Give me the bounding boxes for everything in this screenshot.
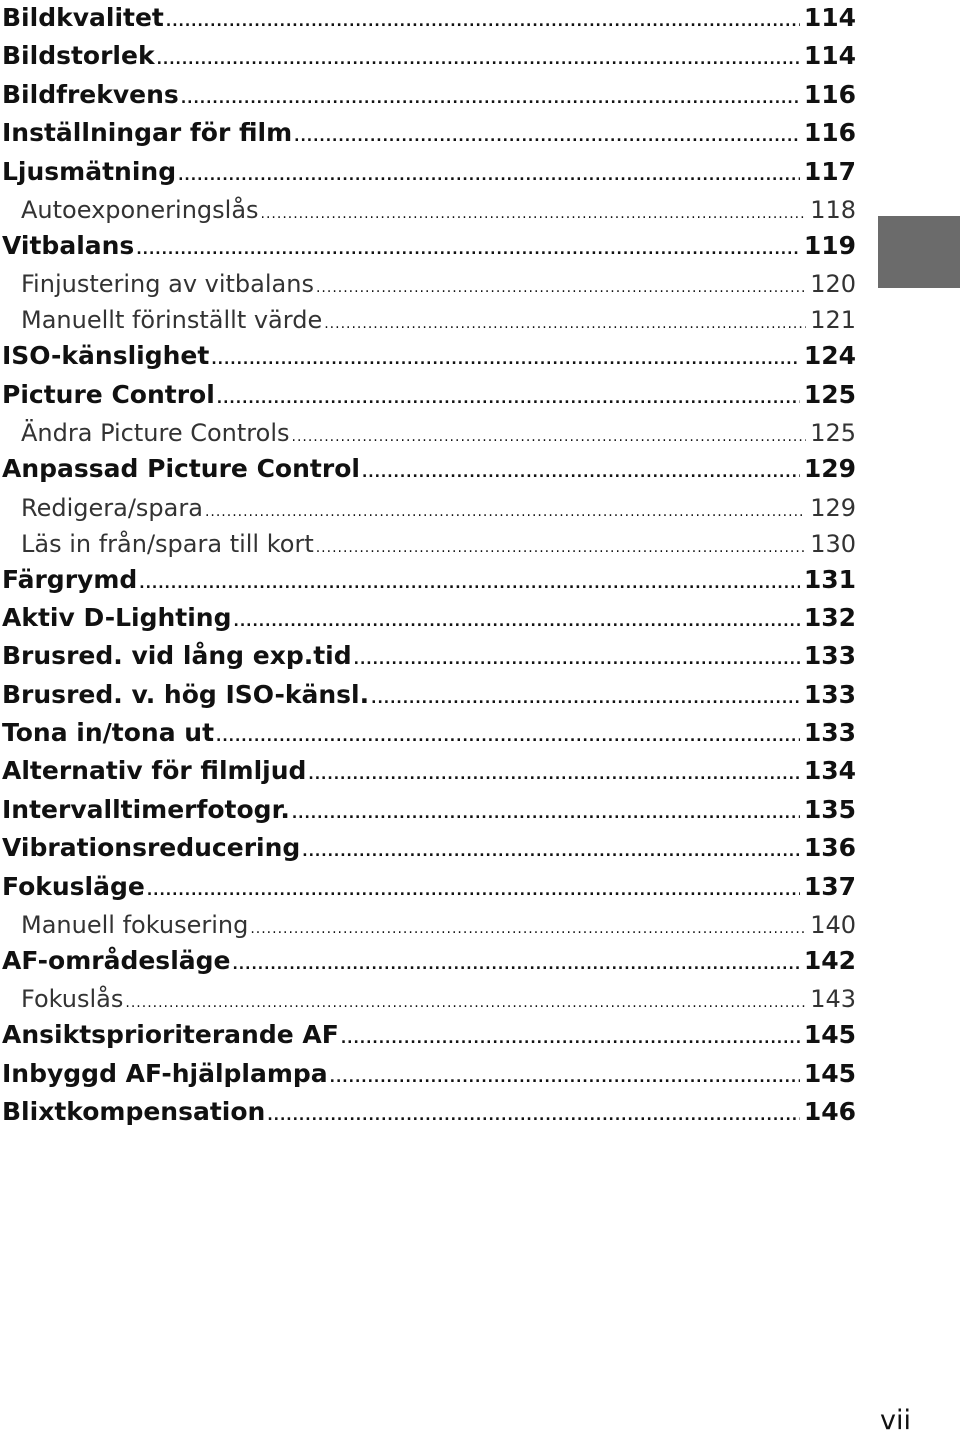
toc-leader-dots [178, 158, 800, 192]
toc-entry[interactable] [0, 830, 856, 868]
toc-entry-label: Bildstorlek [2, 41, 155, 71]
toc-entry-label: Autoexponeringslås [21, 195, 259, 224]
toc-leader-dots [354, 642, 800, 676]
toc-entry-page: 125 [803, 379, 856, 409]
toc-entry-label: Alternativ för filmljud [2, 756, 307, 786]
toc-leader-dots [157, 42, 800, 76]
toc-entry-page: 120 [810, 270, 856, 299]
toc-entry-label: Blixtkompensation [2, 1097, 266, 1127]
toc-entry[interactable] [0, 943, 856, 981]
toc-entry-page: 137 [803, 871, 856, 901]
toc-entry-label: Vibrationsreducering [2, 833, 301, 863]
toc-leader-dots [316, 530, 806, 562]
toc-leader-dots [294, 119, 800, 153]
toc-entry[interactable] [0, 715, 856, 753]
toc-subentry[interactable] [0, 526, 856, 562]
toc-entry-label: Bildkvalitet [2, 3, 164, 32]
toc-entry-label: Inställningar för film [2, 118, 293, 148]
toc-leader-dots [316, 270, 806, 302]
toc-entry-page: 132 [803, 602, 856, 632]
toc-entry[interactable] [0, 638, 856, 676]
toc-leader-dots [341, 1021, 800, 1055]
toc-entry-label: Bildfrekvens [2, 79, 179, 109]
toc-entry-label: Brusred. v. hög ISO-känsl. [2, 679, 370, 709]
toc-leader-dots [234, 604, 800, 638]
toc-entry[interactable] [0, 451, 856, 489]
toc-entry-label: ISO-känslighet [2, 341, 210, 371]
toc-entry-page: 121 [810, 306, 856, 335]
toc-entry-page: 117 [803, 156, 856, 186]
toc-entry-label: Läs in från/spara till kort [21, 529, 314, 558]
toc-entry-page: 133 [803, 641, 856, 671]
toc-leader-dots [125, 985, 806, 1017]
toc-subentry[interactable] [0, 981, 856, 1017]
toc-subentry[interactable] [0, 490, 856, 526]
toc-entry-page: 130 [810, 529, 856, 558]
toc-entry-page: 145 [803, 1020, 856, 1050]
toc-entry[interactable] [0, 869, 856, 907]
toc-leader-dots [324, 306, 806, 338]
toc-entry[interactable] [0, 677, 856, 715]
toc-entry-label: Manuell fokusering [21, 911, 249, 940]
toc-entry-page: 136 [803, 833, 856, 863]
toc-entry-page: 124 [803, 341, 856, 371]
toc-entry-label: Ljusmätning [2, 156, 177, 186]
toc-subentry[interactable] [0, 192, 856, 228]
toc-leader-dots [232, 947, 799, 981]
toc-subentry[interactable] [0, 415, 856, 451]
toc-entry-label: Finjustering av vitbalans [21, 270, 314, 299]
toc-entry[interactable] [0, 38, 856, 76]
toc-entry-page: 134 [803, 756, 856, 786]
toc-leader-dots [330, 1060, 800, 1094]
toc-leader-dots [166, 4, 800, 38]
toc-entry-label: Ansiktsprioriterande AF [2, 1020, 339, 1050]
toc-entry-page: 145 [803, 1058, 856, 1088]
toc-entry[interactable] [0, 377, 856, 415]
toc-leader-dots [371, 681, 800, 715]
toc-subentry[interactable] [0, 302, 856, 338]
toc-leader-dots [302, 834, 800, 868]
toc-leader-dots [292, 419, 807, 451]
toc-leader-dots [139, 566, 800, 600]
toc-entry-label: Tona in/tona ut [2, 718, 215, 748]
toc-leader-dots [211, 342, 800, 376]
toc-entry-label: Manuellt förinställt värde [21, 306, 323, 335]
toc-entry-label: Vitbalans [2, 230, 135, 260]
toc-entry-label: Fokuslås [21, 985, 124, 1014]
toc-entry[interactable] [0, 338, 856, 376]
toc-entry-page: 119 [803, 230, 856, 260]
toc-entry-page: 140 [810, 911, 856, 940]
toc-leader-dots [292, 796, 800, 830]
toc-entry-page: 133 [803, 679, 856, 709]
toc-entry[interactable] [0, 753, 856, 791]
toc-entry-label: Fokusläge [2, 871, 145, 901]
toc-entry[interactable] [0, 792, 856, 830]
toc-entry-label: Inbyggd AF-hjälplampa [2, 1058, 328, 1088]
toc-leader-dots [147, 873, 800, 907]
toc-entry-page: 129 [810, 493, 856, 522]
toc-entry-label: Picture Control [2, 379, 215, 409]
toc-entry-page: 118 [810, 195, 856, 224]
toc-entry[interactable] [0, 1017, 856, 1055]
toc-entry[interactable] [0, 154, 856, 192]
toc-leader-dots [308, 757, 799, 791]
toc-entry[interactable] [0, 228, 856, 266]
toc-leader-dots [136, 232, 800, 266]
toc-entry[interactable] [0, 0, 856, 38]
toc-entry-page: 114 [803, 41, 856, 71]
toc-entry-page: 114 [803, 3, 856, 32]
toc-leader-dots [261, 196, 807, 228]
toc-entry-page: 125 [810, 419, 856, 448]
toc-entry-page: 116 [803, 118, 856, 148]
toc-entry-label: AF-områdesläge [2, 946, 231, 976]
toc-entry-label: Färgrymd [2, 564, 138, 594]
toc-entry-page: 143 [810, 985, 856, 1014]
toc-entry-page: 116 [803, 79, 856, 109]
toc-entry-label: Aktiv D-Lighting [2, 602, 232, 632]
toc-entry-label: Anpassad Picture Control [2, 454, 360, 484]
toc-leader-dots [250, 911, 806, 943]
toc-entry-page: 135 [803, 794, 856, 824]
toc-leader-dots [217, 381, 800, 415]
toc-leader-dots [216, 719, 800, 753]
toc-leader-dots [205, 494, 806, 526]
toc-entry-page: 142 [803, 946, 856, 976]
toc-entry-page: 131 [803, 564, 856, 594]
toc-entry-label: Brusred. vid lång exp.tid [2, 641, 352, 671]
toc-leader-dots [362, 455, 800, 489]
toc-entry-label: Redigera/spara [21, 493, 203, 522]
toc-leader-dots [181, 81, 800, 115]
toc-entry[interactable] [0, 1094, 856, 1132]
page-number: vii [880, 1405, 911, 1436]
section-tab-marker [878, 216, 960, 288]
toc-entry-page: 146 [803, 1097, 856, 1127]
toc-entry-page: 129 [803, 454, 856, 484]
toc-entry-page: 133 [803, 718, 856, 748]
toc-entry[interactable] [0, 1056, 856, 1094]
toc-entry[interactable] [0, 115, 856, 153]
toc-subentry[interactable] [0, 907, 856, 943]
toc-entry-label: Ändra Picture Controls [21, 419, 290, 448]
toc-entry-label: Intervalltimerfotogr. [2, 794, 290, 824]
toc-entry[interactable] [0, 600, 856, 638]
toc-leader-dots [267, 1098, 799, 1132]
toc-entry[interactable] [0, 77, 856, 115]
toc-subentry[interactable] [0, 266, 856, 302]
toc-entry[interactable] [0, 562, 856, 600]
